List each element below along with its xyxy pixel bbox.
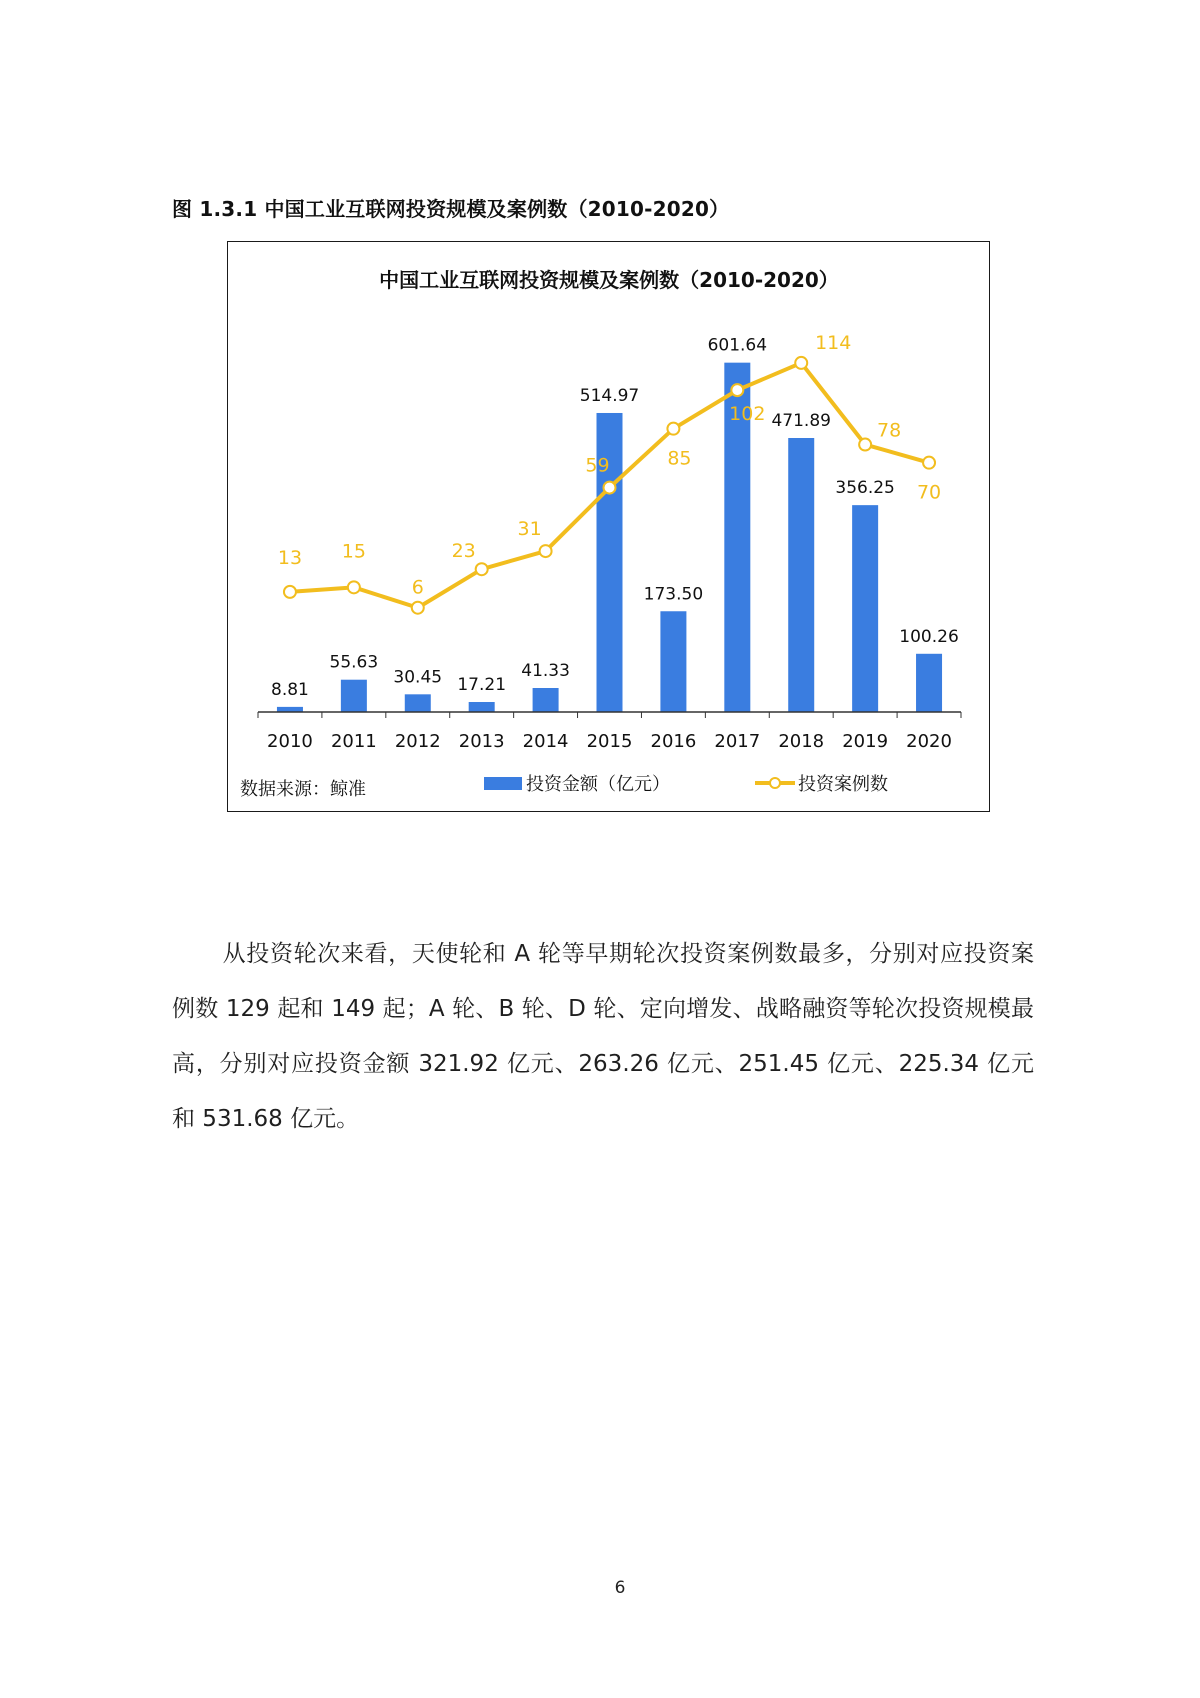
line-point-2018 [795, 357, 807, 369]
line-value-label-2016: 85 [667, 447, 692, 470]
legend [484, 773, 888, 795]
line-value-label-2015: 59 [585, 454, 610, 477]
line-point-2010 [284, 586, 296, 598]
bar-2016 [660, 611, 686, 712]
bar-value-label-2010: 8.81 [271, 679, 309, 700]
bar-value-label-2013: 17.21 [457, 675, 507, 696]
bar-2018 [788, 438, 814, 712]
legend-line-marker [770, 778, 780, 788]
line-value-label-2018: 114 [815, 331, 852, 354]
x-tick-label-2018: 2018 [778, 731, 825, 752]
figure-caption: 图 1.3.1 中国工业互联网投资规模及案例数（2010-2020） [172, 197, 730, 221]
legend-line-label: 投资案例数 [798, 774, 888, 795]
line-value-label-2019: 78 [877, 419, 902, 442]
chart-container [227, 241, 990, 812]
line-value-label-2010: 13 [277, 546, 303, 569]
line-value-label-2020: 70 [916, 481, 942, 504]
line-value-label-2013: 23 [451, 540, 476, 563]
bar-2019 [852, 505, 878, 712]
bar-2011 [341, 680, 367, 712]
line-point-2015 [604, 482, 616, 494]
source-note: 数据来源：鲸准 [240, 779, 366, 800]
combo-chart [228, 242, 991, 813]
legend-bar-label: 投资金额（亿元） [526, 774, 670, 795]
x-tick-label-2011: 2011 [330, 731, 377, 752]
bar-2010 [277, 707, 303, 712]
bar-value-label-2018: 471.89 [771, 410, 831, 431]
x-tick-label-2016: 2016 [650, 731, 697, 752]
line-point-2019 [859, 439, 871, 451]
line-point-2020 [923, 457, 935, 469]
bar-value-label-2020: 100.26 [899, 626, 959, 647]
line-value-label-2011: 15 [341, 540, 366, 563]
bar-value-label-2015: 514.97 [579, 385, 640, 406]
line-point-2016 [667, 423, 679, 435]
bar-value-label-2012: 30.45 [393, 667, 443, 688]
bar-value-label-2016: 173.50 [643, 584, 704, 605]
body-paragraph-text: 从投资轮次来看，天使轮和 A 轮等早期轮次投资案例数最多，分别对应投资案例数 129 起和 149 起；A 轮、B 轮、D 轮、定向增发、战略融资等轮次投资规模最高，分别对应投资金额 321.92 亿元、263.26 亿元、251.45 亿元、225.34 亿元和 531.68 亿元。 [172, 941, 1034, 1132]
bar-2014 [533, 688, 559, 712]
line-point-2012 [412, 602, 424, 614]
page-number: 6 [614, 1578, 626, 1598]
x-tick-label-2017: 2017 [714, 731, 761, 752]
x-tick-label-2010: 2010 [267, 731, 313, 752]
line-point-2013 [476, 563, 488, 575]
bar-value-label-2011: 55.63 [329, 652, 379, 673]
bar-value-label-2017: 601.64 [707, 335, 768, 356]
chart-title: 中国工业互联网投资规模及案例数（2010-2020） [379, 268, 839, 292]
bar-2013 [469, 702, 495, 712]
legend-bar-swatch [484, 777, 522, 790]
x-tick-label-2012: 2012 [394, 731, 441, 752]
x-tick-label-2020: 2020 [906, 731, 952, 752]
x-tick-label-2014: 2014 [522, 731, 569, 752]
line-value-label-2014: 31 [517, 518, 542, 541]
x-tick-label-2013: 2013 [458, 731, 505, 752]
line-point-2017 [731, 384, 743, 396]
line-value-label-2017: 102 [729, 403, 766, 426]
x-tick-label-2015: 2015 [586, 731, 633, 752]
line-point-2014 [540, 545, 552, 557]
bar-value-label-2014: 41.33 [521, 661, 570, 682]
bar-2012 [405, 694, 431, 712]
line-point-2011 [348, 581, 360, 593]
line-value-label-2012: 6 [411, 576, 424, 599]
x-tick-label-2019: 2019 [842, 731, 889, 752]
bar-value-label-2019: 356.25 [835, 478, 895, 499]
x-axis-ticks [258, 712, 961, 752]
body-paragraph [172, 927, 1034, 1147]
bar-2020 [916, 654, 942, 712]
